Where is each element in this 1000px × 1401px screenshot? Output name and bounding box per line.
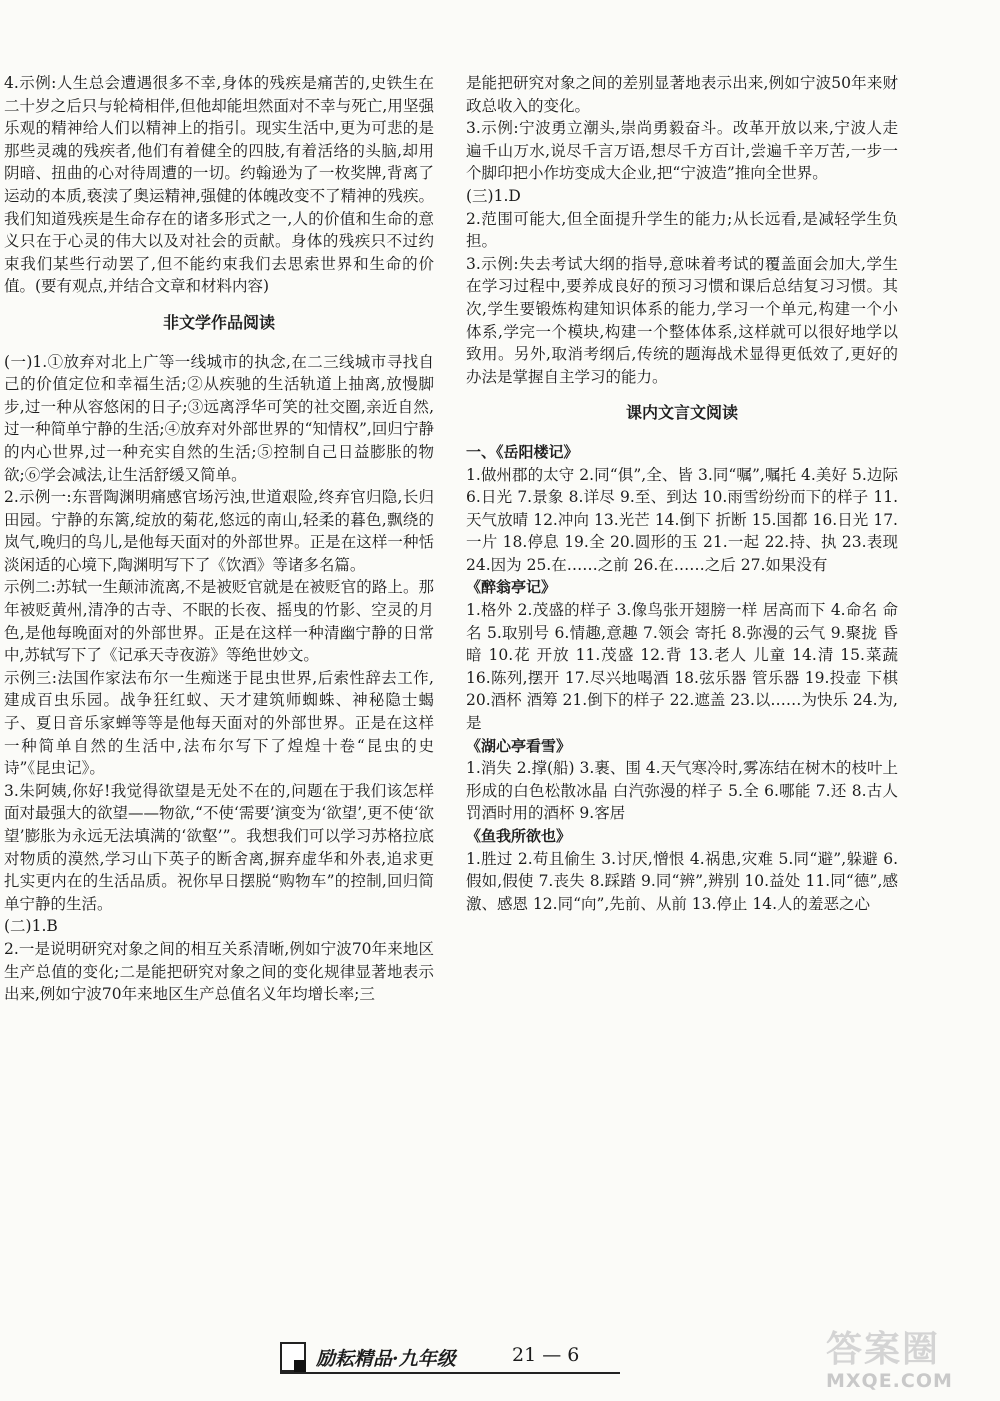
- subheading-huxin: 《湖心亭看雪》: [466, 736, 572, 755]
- answer-paragraph: 3.朱阿姨,你好!我觉得欲望是无处不在的,问题在于我们该怎样面对最强大的欲望——物欲,“不使‘需要’演变为‘欲望’,更不使‘欲望’膨胀为永远无法填满的‘欲壑’”。我想我们可以学习苏格拉底对物质的漠然,学习山下英子的断舍离,摒弃虚华和外表,追求更扎实更内在的生活品质。祝你早日摆脱“购物车”的控制,回归简单宁静的生活。: [4, 781, 434, 913]
- answer-paragraph: 3.示例:宁波勇立潮头,崇尚勇毅奋斗。改革开放以来,宁波人走遍千山万水,说尽千言万语,想尽千方百计,尝遍千辛万苦,一步一个脚印把小作坊变成大企业,把“宁波造”推向全世界。: [466, 119, 898, 183]
- answer-paragraph: 3.示例:失去考试大纲的指导,意味着考试的覆盖面会加大,学生在学习过程中,要养成良好的预习习惯和课后总结复习习惯。其次,学生要锻炼构建知识体系的能力,学习一个单元,构建一个小体系,学完一个模块,构建一个整体体系,这样就可以很好地学以致用。另外,取消考纲后,传统的题海战术显得更低效了,更好的办法是掌握自主学习的能力。: [466, 254, 898, 386]
- answer-paragraph: 2.一是说明研究对象之间的相互关系清晰,例如宁波70年来地区生产总值的变化;二是能把研究对象之间的变化规律显著地表示出来,例如宁波70年来地区生产总值名义年均增长率;三: [4, 939, 434, 1004]
- answer-paragraph: (二)1.B: [4, 917, 58, 936]
- page-number: 21 — 6: [512, 1344, 580, 1366]
- book-brand: 励耘精品·九年级: [316, 1348, 456, 1370]
- watermark-url: MXQE.COM: [826, 1370, 953, 1392]
- page-footer: [280, 1340, 620, 1374]
- section-title-classical: 课内文言文阅读: [625, 403, 738, 423]
- answer-paragraph: 示例二:苏轼一生颠沛流离,不是被贬官就是在被贬官的路上。那年被贬黄州,清净的古寺、不眠的长夜、摇曳的竹影、空灵的月色,是他每晚面对的外部世界。正是在这样一种清幽宁静的日常中,苏轼写下了《记承天寺夜游》等绝世妙文。: [4, 578, 434, 665]
- answer-paragraph: 1.格外 2.茂盛的样子 3.像鸟张开翅膀一样 居高而下 4.命名 命名 5.取别号 6.情趣,意趣 7.领会 寄托 8.弥漫的云气 9.聚拢 昏暗 10.花 开放 11.茂盛 12.背 13.老人 儿童 14.清 15.菜蔬 16.陈列,摆开 17.尽兴地喝酒 18.弦乐器 管乐器 19.投壶 下棋 20.酒杯 酒筹 21.倒下的样子 22.遮盖 23.以……为快乐 24.为,是: [466, 601, 898, 733]
- answer-paragraph: 1.做州郡的太守 2.同“俱”,全、皆 3.同“嘱”,嘱托 4.美好 5.边际 6.日光 7.景象 8.详尽 9.至、到达 10.雨雪纷纷而下的样子 11.天气放晴 12.冲向 13.光芒 14.倒下 折断 15.国都 16.日光 17.一片 18.停息 19.全 20.圆形的玉 21.一起 22.持、执 23.表现 24.因为 25.在……之前 26.在……之后 27.如果没有: [466, 465, 898, 574]
- section-title-nonliterary: 非文学作品阅读: [162, 312, 275, 332]
- answer-paragraph: 是能把研究对象之间的差别显著地表示出来,例如宁波50年来财政总收入的变化。: [466, 74, 898, 115]
- footer-rule: [280, 1372, 620, 1374]
- answer-paragraph: 2.范围可能大,但全面提升学生的能力;从长远看,是减轻学生负担。: [466, 209, 898, 251]
- watermark-text: 答案圈: [826, 1329, 941, 1370]
- answer-paragraph: 4.示例:人生总会遭遇很多不幸,身体的残疾是痛苦的,史铁生在二十岁之后只与轮椅相伴,但他却能坦然面对不幸与死亡,用坚强乐观的精神给人们以精神上的指引。现实生活中,更为可悲的是那些灵魂的残疾者,他们有着健全的四肢,有着活络的头脑,却用阴暗、扭曲的心对待周遭的一切。约翰逊为了一枚奖牌,背离了运动的本质,亵渎了奥运精神,强健的体魄改变不了精神的残疾。我们知道残疾是生命存在的诸多形式之一,人的价值和生命的意义只在于心灵的伟大以及对社会的贡献。身体的残疾只不过约束我们某些行动罢了,但不能约束我们去思索世界和生命的价值。(要有观点,并结合文章和材料内容): [4, 74, 434, 296]
- left-column: [4, 72, 434, 1006]
- right-column: [466, 72, 898, 915]
- answer-paragraph: (一)1.①放弃对北上广等一线城市的执念,在二三线城市寻找自己的价值定位和幸福生活;②从疾驰的生活轨道上抽离,放慢脚步,过一种从容悠闲的日子;③远离浮华可笑的社交圈,亲近自然,过一种简单宁静的生活;④放弃对外部世界的“知情权”,回归宁静的内心世界,过一种充实自然的生活;⑤控制自己日益膨胀的物欲;⑥学会减法,让生活舒缓又简单。: [4, 352, 434, 484]
- subheading-zuiweng: 《醉翁亭记》: [466, 578, 557, 597]
- answer-paragraph: 1.消失 2.撑(船) 3.裹、围 4.天气寒冷时,雾冻结在树木的枝叶上形成的白色松散冰晶 白汽弥漫的样子 5.全 6.哪能 7.还 8.古人罚酒时用的酒杯 9.客居: [466, 759, 898, 823]
- subheading-yueyang: 一、《岳阳楼记》: [466, 442, 579, 461]
- answer-paragraph: 示例三:法国作家法布尔一生痴迷于昆虫世界,后索性辞去工作,建成百虫乐园。战争狂红蚁、天才建筑师蜘蛛、神秘隐士蝎子、夏日音乐家蝉等等是他每天面对的外部世界。正是在这样一种简单自然的生活中,法布尔写下了煌煌十卷“昆虫的史诗”《昆虫记》。: [4, 668, 434, 778]
- subheading-yuwo: 《鱼我所欲也》: [466, 827, 572, 845]
- watermark: [826, 1330, 996, 1398]
- answer-paragraph: (三)1.D: [466, 186, 521, 205]
- answer-paragraph: 1.胜过 2.苟且偷生 3.讨厌,憎恨 4.祸患,灾难 5.同“避”,躲避 6.假如,假使 7.丧失 8.踩踏 9.同“辨”,辨别 10.益处 11.同“德”,感激、感恩 12.同“向”,先前、从前 13.停止 14.人的羞恶之心: [466, 849, 898, 913]
- book-logo-icon: [280, 1342, 306, 1372]
- answer-paragraph: 2.示例一:东晋陶渊明痛感官场污浊,世道艰险,终弃官归隐,长归田园。宁静的东篱,绽放的菊花,悠远的南山,轻柔的暮色,飘绕的岚气,晚归的鸟儿,是他每天面对的外部世界。正是在这样一种恬淡闲适的心境下,陶渊明写下了《饮酒》等诸多名篇。: [4, 488, 434, 574]
